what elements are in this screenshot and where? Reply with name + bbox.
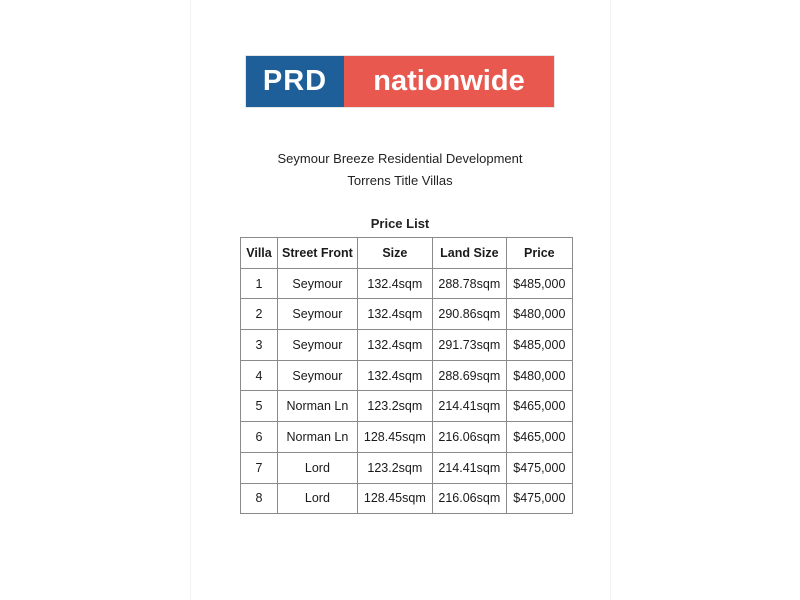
cell-price: $485,000 — [506, 330, 572, 361]
cell-size: 123.2sqm — [357, 452, 432, 483]
cell-street-front: Seymour — [278, 360, 358, 391]
cell-size: 132.4sqm — [357, 268, 432, 299]
cell-villa: 8 — [241, 483, 278, 514]
cell-size: 128.45sqm — [357, 422, 432, 453]
header-price: Price — [506, 238, 572, 269]
cell-land-size: 216.06sqm — [432, 422, 506, 453]
development-subtitle: Torrens Title Villas — [347, 173, 453, 188]
cell-street-front: Norman Ln — [278, 422, 358, 453]
cell-size: 132.4sqm — [357, 360, 432, 391]
cell-price: $465,000 — [506, 422, 572, 453]
cell-price: $485,000 — [506, 268, 572, 299]
table-header-row — [241, 238, 573, 269]
cell-size: 132.4sqm — [357, 330, 432, 361]
header-size: Size — [357, 238, 432, 269]
cell-villa: 4 — [241, 360, 278, 391]
header-villa: Villa — [241, 238, 278, 269]
cell-size: 132.4sqm — [357, 299, 432, 330]
prd-nationwide-logo — [246, 56, 554, 107]
cell-price: $465,000 — [506, 391, 572, 422]
cell-street-front: Lord — [278, 452, 358, 483]
table-row — [241, 422, 573, 453]
cell-size: 123.2sqm — [357, 391, 432, 422]
page-edge-left — [190, 0, 191, 600]
cell-price: $475,000 — [506, 483, 572, 514]
cell-villa: 2 — [241, 299, 278, 330]
development-title: Seymour Breeze Residential Development — [277, 151, 523, 166]
cell-price: $480,000 — [506, 299, 572, 330]
cell-land-size: 290.86sqm — [432, 299, 506, 330]
cell-land-size: 288.69sqm — [432, 360, 506, 391]
table-row — [241, 268, 573, 299]
price-list-table — [240, 237, 573, 514]
table-row — [241, 360, 573, 391]
cell-price: $480,000 — [506, 360, 572, 391]
table-row — [241, 299, 573, 330]
cell-land-size: 216.06sqm — [432, 483, 506, 514]
logo-nationwide: nationwide — [344, 56, 554, 107]
cell-street-front: Seymour — [278, 330, 358, 361]
cell-villa: 3 — [241, 330, 278, 361]
cell-villa: 7 — [241, 452, 278, 483]
cell-villa: 1 — [241, 268, 278, 299]
cell-street-front: Seymour — [278, 268, 358, 299]
cell-size: 128.45sqm — [357, 483, 432, 514]
cell-land-size: 214.41sqm — [432, 452, 506, 483]
table-row — [241, 330, 573, 361]
cell-street-front: Norman Ln — [278, 391, 358, 422]
header-street-front: Street Front — [278, 238, 358, 269]
cell-street-front: Seymour — [278, 299, 358, 330]
header-land-size: Land Size — [432, 238, 506, 269]
page-edge-right — [610, 0, 611, 600]
cell-land-size: 291.73sqm — [432, 330, 506, 361]
cell-land-size: 288.78sqm — [432, 268, 506, 299]
cell-villa: 6 — [241, 422, 278, 453]
cell-villa: 5 — [241, 391, 278, 422]
price-list-title: Price List — [370, 216, 430, 231]
table-row — [241, 452, 573, 483]
cell-land-size: 214.41sqm — [432, 391, 506, 422]
cell-street-front: Lord — [278, 483, 358, 514]
table-row — [241, 483, 573, 514]
table-row — [241, 391, 573, 422]
logo-prd: PRD — [246, 56, 344, 107]
cell-price: $475,000 — [506, 452, 572, 483]
